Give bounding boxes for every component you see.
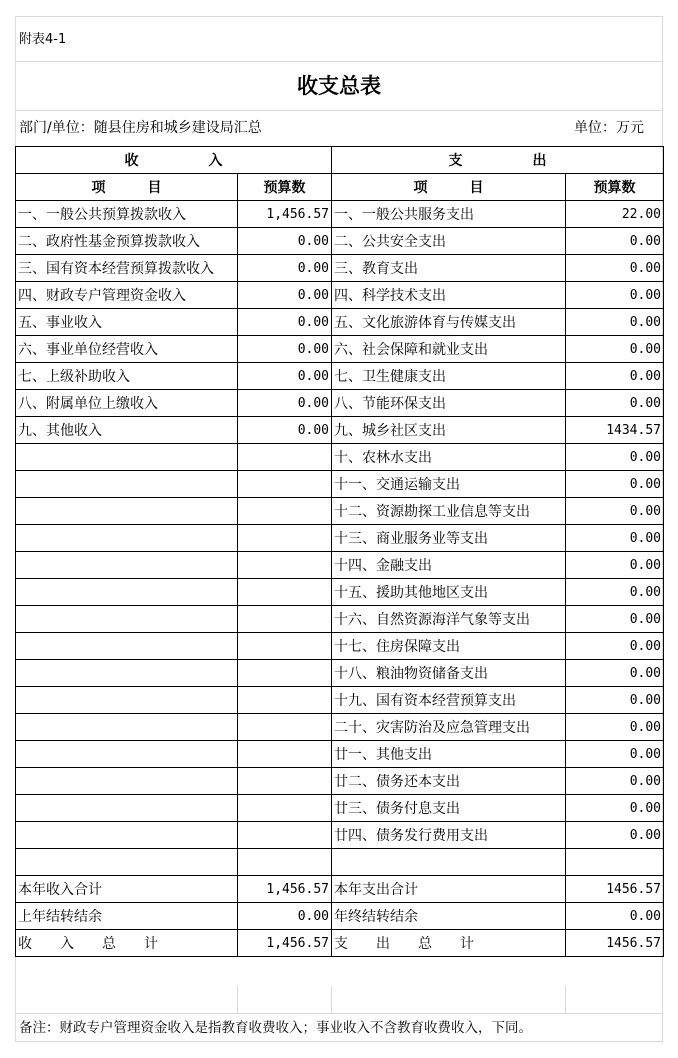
footnote: 备注：财政专户管理资金收入是指教育收费收入；事业收入不含教育收费收入，下同。 [19, 1020, 532, 1036]
income-budget-cell [238, 606, 332, 633]
expense-budget-cell: 0.00 [566, 768, 664, 795]
expense-budget-cell: 0.00 [566, 552, 664, 579]
income-budget-cell: 0.00 [238, 282, 332, 309]
expense-budget-cell: 0.00 [566, 228, 664, 255]
income-budget-cell [238, 552, 332, 579]
income-budget-cell: 0.00 [238, 417, 332, 444]
expense-item-cell: 年终结转结余 [332, 903, 566, 930]
grid-line [237, 986, 238, 1014]
income-item-header: 项 目 [16, 174, 238, 201]
expense-item-cell: 廿四、债务发行费用支出 [332, 822, 566, 849]
expense-item-cell: 十九、国有资本经营预算支出 [332, 687, 566, 714]
expense-item-cell: 廿二、债务还本支出 [332, 768, 566, 795]
income-budget-cell [238, 741, 332, 768]
income-item-cell: 一、一般公共预算拨款收入 [16, 201, 238, 228]
appendix-label: 附表4-1 [19, 32, 67, 47]
expense-budget-cell: 1456.57 [566, 930, 664, 957]
income-budget-cell: 0.00 [238, 390, 332, 417]
income-budget-cell [238, 795, 332, 822]
income-budget-cell [238, 498, 332, 525]
expense-budget-cell: 1456.57 [566, 876, 664, 903]
income-item-cell: 本年收入合计 [16, 876, 238, 903]
table-row [16, 201, 664, 228]
expense-item-cell: 支 出 总 计 [332, 930, 566, 957]
table-row [16, 741, 664, 768]
table-row [16, 444, 664, 471]
expense-budget-cell: 0.00 [566, 471, 664, 498]
expense-budget-cell: 0.00 [566, 633, 664, 660]
expense-budget-cell: 0.00 [566, 687, 664, 714]
expense-budget-cell: 22.00 [566, 201, 664, 228]
expense-item-cell: 二十、灾害防治及应急管理支出 [332, 714, 566, 741]
column-header-row [16, 174, 664, 201]
income-item-cell: 五、事业收入 [16, 309, 238, 336]
income-item-cell [16, 660, 238, 687]
table-row [16, 633, 664, 660]
expense-budget-cell: 0.00 [566, 363, 664, 390]
unit-label: 单位：万元 [574, 120, 644, 136]
expense-item-cell: 十一、交通运输支出 [332, 471, 566, 498]
table-row [16, 228, 664, 255]
expense-budget-cell: 0.00 [566, 660, 664, 687]
income-budget-cell [238, 714, 332, 741]
group-header-row [16, 147, 664, 174]
table-row [16, 876, 664, 903]
income-item-cell [16, 849, 238, 876]
expense-item-cell: 二、公共安全支出 [332, 228, 566, 255]
income-budget-cell: 1,456.57 [238, 930, 332, 957]
expense-item-cell: 十五、援助其他地区支出 [332, 579, 566, 606]
expense-group-header: 支 出 [332, 147, 664, 174]
income-budget-cell [238, 471, 332, 498]
table-row [16, 579, 664, 606]
income-item-cell: 八、附属单位上缴收入 [16, 390, 238, 417]
expense-budget-cell: 0.00 [566, 903, 664, 930]
income-item-cell [16, 471, 238, 498]
table-row [16, 822, 664, 849]
income-item-cell: 九、其他收入 [16, 417, 238, 444]
expense-item-cell [332, 849, 566, 876]
income-item-cell [16, 444, 238, 471]
table-row [16, 903, 664, 930]
expense-budget-cell: 1434.57 [566, 417, 664, 444]
expense-budget-cell: 0.00 [566, 525, 664, 552]
department-label: 部门/单位：随县住房和城乡建设局汇总 [19, 120, 262, 136]
income-budget-cell [238, 822, 332, 849]
expense-budget-cell: 0.00 [566, 390, 664, 417]
grid-line [565, 986, 566, 1014]
expense-budget-cell: 0.00 [566, 579, 664, 606]
table-row [16, 282, 664, 309]
income-item-cell [16, 606, 238, 633]
table-row [16, 768, 664, 795]
expense-budget-cell: 0.00 [566, 309, 664, 336]
income-item-cell [16, 768, 238, 795]
income-item-cell: 上年结转结余 [16, 903, 238, 930]
table-row [16, 390, 664, 417]
expense-budget-cell: 0.00 [566, 741, 664, 768]
income-budget-cell: 0.00 [238, 309, 332, 336]
income-item-cell [16, 795, 238, 822]
expense-item-cell: 四、科学技术支出 [332, 282, 566, 309]
table-row [16, 498, 664, 525]
income-item-cell: 七、上级补助收入 [16, 363, 238, 390]
table-row [16, 795, 664, 822]
expense-item-cell: 十三、商业服务业等支出 [332, 525, 566, 552]
expense-item-cell: 七、卫生健康支出 [332, 363, 566, 390]
expense-budget-header: 预算数 [566, 174, 664, 201]
expense-item-cell: 十二、资源勘探工业信息等支出 [332, 498, 566, 525]
expense-item-cell: 一、一般公共服务支出 [332, 201, 566, 228]
expense-item-cell: 十八、粮油物资储备支出 [332, 660, 566, 687]
table-row [16, 660, 664, 687]
income-item-cell [16, 714, 238, 741]
expense-budget-cell: 0.00 [566, 336, 664, 363]
income-budget-cell: 0.00 [238, 336, 332, 363]
income-budget-cell [238, 687, 332, 714]
income-budget-cell [238, 660, 332, 687]
income-budget-cell: 0.00 [238, 903, 332, 930]
income-budget-cell: 0.00 [238, 255, 332, 282]
expense-item-cell: 十六、自然资源海洋气象等支出 [332, 606, 566, 633]
income-item-cell [16, 687, 238, 714]
expense-item-cell: 十四、金融支出 [332, 552, 566, 579]
income-item-cell [16, 525, 238, 552]
grid-line [331, 986, 332, 1014]
expense-budget-cell: 0.00 [566, 282, 664, 309]
expense-budget-cell: 0.00 [566, 714, 664, 741]
page-title: 收支总表 [297, 73, 381, 98]
expense-budget-cell: 0.00 [566, 498, 664, 525]
income-item-cell: 收 入 总 计 [16, 930, 238, 957]
table-row [16, 417, 664, 444]
income-budget-cell [238, 525, 332, 552]
expense-budget-cell: 0.00 [566, 255, 664, 282]
table-row [16, 849, 664, 876]
income-budget-cell [238, 849, 332, 876]
income-budget-header: 预算数 [238, 174, 332, 201]
table-row [16, 309, 664, 336]
grid-line [15, 110, 663, 111]
income-item-cell [16, 741, 238, 768]
table-row [16, 471, 664, 498]
expense-item-cell: 十七、住房保障支出 [332, 633, 566, 660]
expense-item-cell: 六、社会保障和就业支出 [332, 336, 566, 363]
table-row [16, 687, 664, 714]
grid-line [15, 16, 663, 17]
income-budget-cell [238, 633, 332, 660]
income-item-cell [16, 579, 238, 606]
income-expense-table [15, 146, 664, 957]
income-budget-cell: 0.00 [238, 363, 332, 390]
expense-budget-cell [566, 849, 664, 876]
table-row [16, 714, 664, 741]
expense-budget-cell: 0.00 [566, 795, 664, 822]
expense-budget-cell: 0.00 [566, 606, 664, 633]
income-budget-cell [238, 768, 332, 795]
income-budget-cell [238, 579, 332, 606]
income-item-cell: 二、政府性基金预算拨款收入 [16, 228, 238, 255]
income-item-cell [16, 498, 238, 525]
income-item-cell [16, 633, 238, 660]
expense-item-cell: 九、城乡社区支出 [332, 417, 566, 444]
expense-item-cell: 八、节能环保支出 [332, 390, 566, 417]
expense-item-header: 项 目 [332, 174, 566, 201]
income-item-cell: 三、国有资本经营预算拨款收入 [16, 255, 238, 282]
expense-item-cell: 本年支出合计 [332, 876, 566, 903]
expense-item-cell: 三、教育支出 [332, 255, 566, 282]
table-row [16, 930, 664, 957]
expense-item-cell: 廿一、其他支出 [332, 741, 566, 768]
expense-budget-cell: 0.00 [566, 444, 664, 471]
table-row [16, 255, 664, 282]
income-budget-cell: 0.00 [238, 228, 332, 255]
income-item-cell: 四、财政专户管理资金收入 [16, 282, 238, 309]
expense-item-cell: 五、文化旅游体育与传媒支出 [332, 309, 566, 336]
table-row [16, 552, 664, 579]
income-budget-cell: 1,456.57 [238, 201, 332, 228]
income-budget-cell [238, 444, 332, 471]
expense-item-cell: 廿三、债务付息支出 [332, 795, 566, 822]
table-row [16, 606, 664, 633]
expense-budget-cell: 0.00 [566, 822, 664, 849]
table-row [16, 363, 664, 390]
income-item-cell [16, 822, 238, 849]
income-item-cell [16, 552, 238, 579]
table-row [16, 525, 664, 552]
expense-item-cell: 十、农林水支出 [332, 444, 566, 471]
table-row [16, 336, 664, 363]
income-group-header: 收 入 [16, 147, 332, 174]
income-budget-cell: 1,456.57 [238, 876, 332, 903]
income-item-cell: 六、事业单位经营收入 [16, 336, 238, 363]
